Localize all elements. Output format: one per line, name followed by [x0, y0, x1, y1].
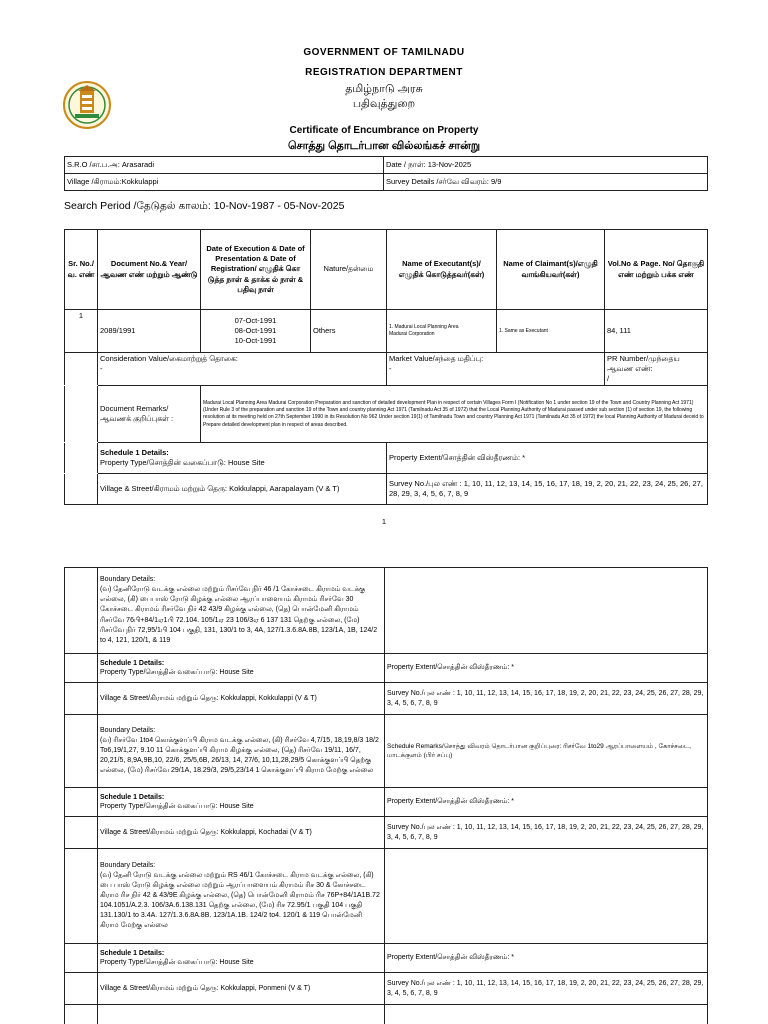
- document-remarks-label: Document Remarks/ ஆவணக் குறிப்புகள் :: [98, 386, 201, 443]
- schedule-details: [98, 443, 387, 474]
- record-nature: Others: [311, 310, 387, 353]
- col-header-executant: Name of Executant(s)/ எழுதிக் கொடுத்தவர்(கள்): [387, 230, 497, 310]
- village-field: Village /கிராமம்:Kokkulappi: [65, 174, 384, 191]
- pr-number: [605, 353, 708, 386]
- boundary-details: [98, 568, 385, 654]
- schedule-remarks: Schedule Remarks/சொத்து விவரம் தொடர்பான குறிப்புரை: ரிசர்வே 1to29 ஆரப்பாளையம் , கோச்சடை, மாடக்குளம் (பிர் சப்பு): [385, 715, 708, 788]
- government-title-tamil: தமிழ்நாடு அரசு: [345, 83, 423, 95]
- boundary-title: Boundary Details:: [100, 576, 156, 583]
- schedule-details: [98, 654, 385, 683]
- department-title-tamil: பதிவுத்துறை: [352, 98, 416, 110]
- consideration-amount: -: [100, 364, 103, 374]
- certificate-title-tamil: சொத்து தொடர்பான வில்லங்கச் சான்று: [287, 140, 481, 152]
- village-street: Village & Street/கிராமம் மற்றும் தெரு: Kokkulappi, Ponmeni (V & T): [98, 973, 385, 1005]
- consideration-value: [98, 353, 387, 386]
- government-title: GOVERNMENT OF TAMILNADU: [303, 47, 465, 58]
- boundary-details: [98, 715, 385, 788]
- schedule-title: Schedule 1 Details:: [100, 659, 165, 667]
- record-document: 2089/1991: [98, 310, 201, 353]
- record-dates: [201, 310, 311, 353]
- certificate-title: Certificate of Encumbrance on Property: [289, 125, 479, 136]
- schedule-title: Schedule 1 Details:: [100, 949, 165, 957]
- encumbrance-table: [64, 229, 708, 505]
- market-value: [387, 353, 605, 386]
- boundary-text: (வ) ரிசர்வே 1to4 கொக்குளப்பி கிராம வடக்கு எல்லை, (கி) ரிசர்வே 4,7/15, 18,19,8/3 18/2 To6,19/1,27, 9.10 11 கொக்குளப்பி கிராம கிழக்கு எல்லை, (தெ) ரிசர்வே 19/11, 16/7, 20,21/5, 8,9A,9B,10, 22/6, 25/5,6B, 26/13, 14, 27/6, 10,11,28,29/5 கொக்குளப்பி தெற்கு எல்லை, (மே) ரிசர்வே 29/1A, 18.29/3, 29/5,23/14 1 கொக்குளப்பி கிராம மேற்கு எல்லை: [100, 736, 379, 775]
- village-street: Village & Street/கிராமம் மற்றும் தெரு: Kokkulappi, Aarapalayam (V & T): [98, 474, 387, 505]
- property-type: Property Type/சொத்தின் வகைப்பாடு: House Site: [100, 458, 265, 468]
- pr-value: /: [607, 374, 610, 384]
- col-header-claimant: Name of Claimant(s)/எழுதி வாங்கியவர்(கள்): [497, 230, 605, 310]
- schedule-details: [98, 788, 385, 817]
- survey-field: Survey Details /சர்வே விவரம்: 9/9: [384, 174, 708, 191]
- executant-line: Madurai Corporation: [389, 331, 435, 337]
- col-header-document: Document No.& Year/ ஆவண எண் மற்றும் ஆண்டு: [98, 230, 201, 310]
- col-header-sr: Sr. No./ வ. எண்: [65, 230, 98, 310]
- boundary-title: Boundary Details:: [100, 861, 156, 869]
- boundary-text: (வ) தேனி ரோடு வடக்கு எல்லை மற்றும் RS 46/1 கோச்சடை கிராம வடக்கு எல்லை, (கி) பை பாஸ் ரோடு கிழக்கு எல்லை மற்றும் ஆரப்பாளையம் கிராமம் ரிச 30 & கோச்சடை கிராம ரிச நிர் 42 & 43/9E கிழக்கு எல்லை, (தெ) பொன்மேனி கிராமம் ரிச 76P+84/1A1B.72 104.1051/A.2.3. 106/3A.6.138.131 தெற்கு எல்லை, (மே) ரிச 72.95/1 பகுதி 104 பகுதி 131.130/1 to 3.4A. 127/1.3.6.8A.8B. 123/1A.1B. 124/2 to4. 120/1 & 119 பொன்மேனி கிராம மேற்கு எல்லை: [100, 871, 380, 930]
- execution-date: 07-Oct-1991: [234, 315, 277, 325]
- record-volume: 84, 111: [605, 310, 708, 353]
- property-extent: Property Extent/சொத்தின் விஸ்தீரணம்: *: [385, 788, 708, 817]
- boundary-text: (வ) தேனிரோடு வடக்கு எல்லை மற்றும் ரிசர்வே நிர் 46 /1 கோச்சடை கிராமம் வடக்கு எல்லை, (கி) பைபாஸ் ரோடு கிழக்கு எல்லை ஆரப்பாளையம் கிராமம் ரிசர்வே 30 கோச்சடை கிராமம் ரிசர்வே நிர் 42 43/9 கிழக்கு எல்லை, (தெ) பொன்மேனி கிராமம் ரிசர்வே 76பி+84/1ஏ1பி 72.104. 105/1ஏ 23 106/3ஏ 6 137 131 தெற்கு எல்லை, (மே) ரிசர்வே நிர் 72,95/1பி 104 பகுதி, 131, 130/1 to 3, 4A, 127/1.3.6.8A.8B, 123/1A, 1B, 124/2 to 4, 121, 120/1, & 119: [100, 586, 378, 644]
- record-sr: 1: [65, 310, 98, 353]
- encumbrance-table-continued: [64, 567, 708, 1024]
- schedule-details: [98, 944, 385, 973]
- survey-numbers: Survey No./புல எண் : 1, 10, 11, 12, 13, 14, 15, 16, 17, 18, 19, 2, 20, 21, 22, 23, 24, 25, 26, 27, 28, 29, 3, 4, 5, 6, 7, 8, 9: [385, 973, 708, 1005]
- search-period: Search Period /தேடுதல் காலம்: 10-Nov-1987 - 05-Nov-2025: [64, 200, 345, 212]
- executant-line: 1. Madurai Local Planning Area: [389, 324, 459, 331]
- property-type: Property Type/சொத்தின் வகைப்பாடு: House Site: [100, 669, 254, 676]
- col-header-date: Date of Execution & Date of Presentation & Date of Registration/ எழுதிக் கொ டுத்த நாள் & தாக்க ல் நாள் & பதிவு நாள்: [201, 230, 311, 310]
- department-title: REGISTRATION DEPARTMENT: [305, 67, 463, 78]
- boundary-details: [98, 849, 385, 944]
- table-row: [65, 310, 708, 353]
- col-header-volume: Vol.No & Page. No/ தொகுதி எண் மற்றும் பக்க எண்: [605, 230, 708, 310]
- pr-label: PR Number/முந்தைய ஆவண எண்:: [607, 354, 680, 374]
- property-extent: Property Extent/சொத்தின் விஸ்தீரணம்: *: [385, 654, 708, 683]
- property-type: Property Type/சொத்தின் வகைப்பாடு: House Site: [100, 803, 254, 810]
- property-extent: Property Extent/சொத்தின் விஸ்தீரணம்: *: [385, 944, 708, 973]
- date-field: Date / நாள்: 13-Nov-2025: [384, 157, 708, 174]
- boundary-title: Boundary Details:: [100, 726, 156, 734]
- presentation-date: 08-Oct-1991: [234, 325, 277, 335]
- schedule-title: Schedule 1 Details:: [100, 793, 165, 801]
- survey-numbers: Survey No./புல எண் : 1, 10, 11, 12, 13, 14, 15, 16, 17, 18, 19, 2, 20, 21, 22, 23, 24, 25, 26, 27, 28, 29, 3, 4, 5, 6, 7, 8, 9: [385, 683, 708, 715]
- village-street: Village & Street/கிராமம் மற்றும் தெரு: Kokkulappi, Kokkulappi (V & T): [98, 683, 385, 715]
- survey-numbers: Survey No./புல எண் : 1, 10, 11, 12, 13, 14, 15, 16, 17, 18, 19, 2, 20, 21, 22, 23, 24, 25, 26, 27, 28, 29, 3, 4, 5, 6, 7, 8, 9: [385, 817, 708, 849]
- property-extent: Property Extent/சொத்தின் விஸ்தீரணம்: *: [387, 443, 708, 474]
- schedule-title: Schedule 1 Details:: [100, 448, 169, 458]
- market-label: Market Value/சந்தை மதிப்பு:: [389, 354, 484, 363]
- record-claimant: 1. Same as Executant: [497, 310, 605, 353]
- col-header-nature: Nature/தன்மை: [311, 230, 387, 310]
- property-type: Property Type/சொத்தின் வகைப்பாடு: House Site: [100, 959, 254, 966]
- certificate-meta-table: [64, 156, 708, 191]
- market-amount: -: [389, 364, 392, 374]
- consideration-label: Consideration Value/கைமாற்றுத் தொகை:: [100, 354, 238, 363]
- survey-numbers: Survey No./புல எண் : 1, 10, 11, 12, 13, 14, 15, 16, 17, 18, 19, 2, 20, 21, 22, 23, 24, 25, 26, 27, 28, 29, 3, 4, 5, 6, 7, 8, 9: [387, 474, 708, 505]
- village-street: Village & Street/கிராமம் மற்றும் தெரு: Kokkulappi, Kochadai (V & T): [98, 817, 385, 849]
- document-remarks: Madurai Local Planning Area Madurai Corporation Preparation and sanction of detailed development Plan in respect of certain Villages Form I (Notification No 1 under section 19 of the Town and Country Planning Act 1971) (Under Rule 3 of the preparation and sanction 19 of the Town and country planning Act 1971 (Tamilnadu Act 35 of 1972) that the Local Planning Authority of Madurai passed under sub section (1) of section 19, the following resolution at its meeting held on 27th September 1990 in its Resolution No 962 Under section 19(1) of Tamilnadu Town and country Planning Act 1971 (Tamilnadu Act 35 of 1972) the local Planning Authority of Madurai deceid to Prepare detailed development plan in respect of areas described.: [201, 386, 708, 443]
- page-number: 1: [381, 517, 387, 526]
- sro-field: S.R.O /சா.ப.அ: Arasaradi: [65, 157, 384, 174]
- registration-date: 10-Oct-1991: [234, 336, 277, 346]
- record-executant: [387, 310, 497, 353]
